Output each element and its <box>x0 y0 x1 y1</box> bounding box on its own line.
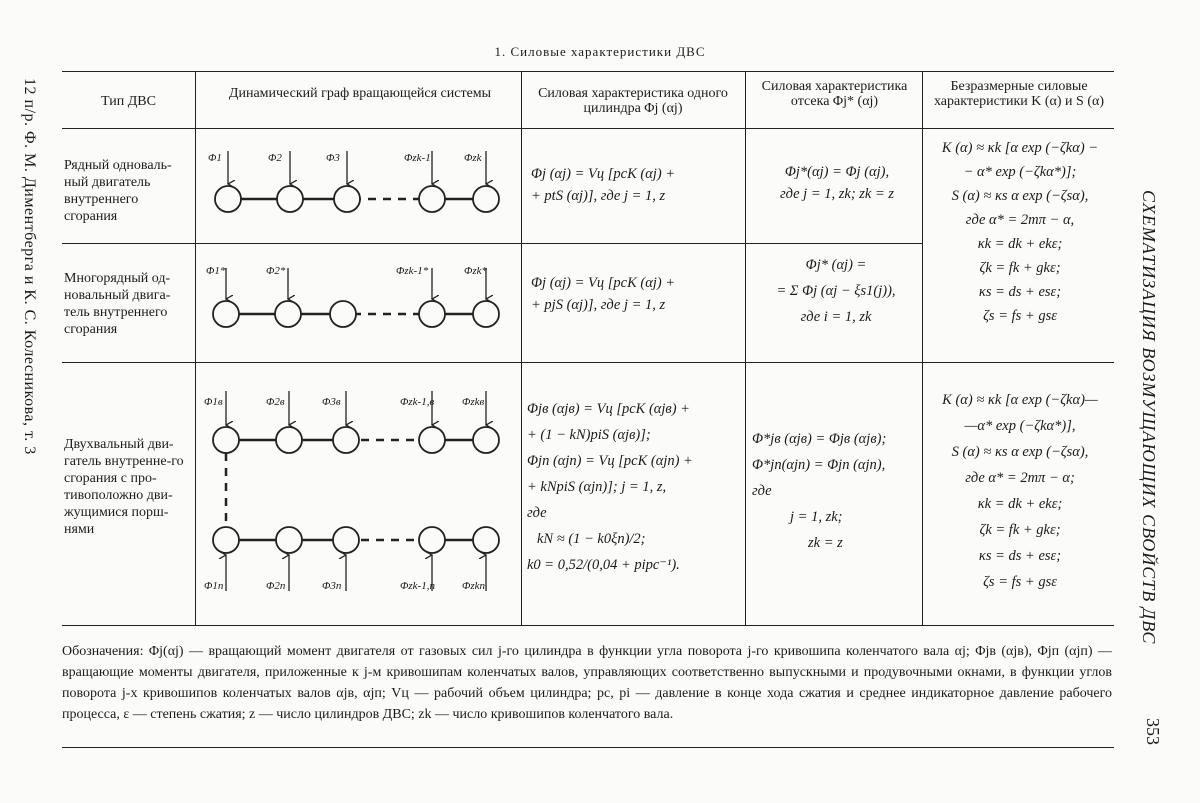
shaft-mass-1 <box>213 301 239 327</box>
torque-label-zk: Φzk* <box>464 265 488 277</box>
torque-label-3p: Φ3п <box>322 580 342 592</box>
shaft-mass-2 <box>275 301 301 327</box>
row2-type: Многорядный од-новальный двига-тель внутреннего сгорания <box>64 271 171 337</box>
shaft-mass-zk-1 <box>419 186 445 212</box>
torque-label-zkv: Φzkв <box>462 396 485 408</box>
row1-type: Рядный одноваль-ный двигатель внутреннего сгорания <box>64 158 172 224</box>
shaft-mass-zk <box>473 186 499 212</box>
dimless-formulas-bottom: K (α) ≈ κk [α exp (−ζkα)— —α* exp (−ζkα*)], S (α) ≈ κs α exp (−ζsα), где α* = 2mπ − α; κk = dk + ekε; ζk = fk + gkε; κs = ds + esε; ζs = fs + gsε <box>942 392 1098 590</box>
torque-label-zk: Φzk <box>464 152 482 164</box>
page-bottom-rule <box>62 747 1114 748</box>
shaft-mass-zk-1 <box>419 301 445 327</box>
torque-label-zk-1: Φzk-1 <box>404 152 431 164</box>
torque-label-zk-1p: Φzk-1,п <box>400 580 435 592</box>
torque-label-1v: Φ1в <box>204 396 223 408</box>
header-cylinder: Силовая характеристика одного цилиндра Φj (αj) <box>538 86 728 116</box>
col-rule-4 <box>922 71 923 625</box>
row2-cylinder-formula: Φj (αj) = Vц [pcK (αj) + + pjS (αj)], где j = 1, z <box>531 275 676 313</box>
table-bottom-rule <box>62 625 1114 626</box>
table-title: 1. Силовые характеристики ДВС <box>494 44 706 59</box>
shaft-mass-3 <box>334 186 360 212</box>
shaft-mass-zk <box>473 301 499 327</box>
shaft-mass-3 <box>330 301 356 327</box>
row3-type: Двухвальный дви-гатель внутренне-го сгорания с про-тивоположно дви-жущимися порш-нями <box>64 437 184 537</box>
row1-section-formula: Φj*(αj) = Φj (αj), где j = 1, zk; zk = z <box>779 164 895 202</box>
torque-label-3v: Φ3в <box>322 396 341 408</box>
row3-section-formula: Φ*jв (αjв) = Φjв (αjв); Φ*jп(αjп) = Φjп (αjп), где j = 1, zk; zk = z <box>752 431 887 551</box>
col-rule-3 <box>745 71 746 625</box>
graph-single-shaft <box>196 129 521 243</box>
page-number: 353 <box>1143 718 1163 745</box>
torque-label-1: Φ1 <box>208 152 222 164</box>
row2-section-formula: Φj* (αj) = = Σ Φj (αj − ξs1(j)), где i = 1, zk <box>776 257 896 325</box>
header-section: Силовая характеристика отсека Φj* (αj) <box>761 79 908 109</box>
running-head-left: 12 п/р. Ф. М. Диментберга и К. С. Колесникова, т. 3 <box>21 78 38 455</box>
dimless-formulas-top: K (α) ≈ κk [α exp (−ζkα) − − α* exp (−ζkα*)]; S (α) ≈ κs α exp (−ζsα), где α* = 2mπ − α, κk = dk + ekε; ζk = fk + gkε; κs = ds + esε; ζs = fs + gsε <box>941 140 1099 324</box>
col-rule-2 <box>521 71 522 625</box>
torque-label-2v: Φ2в <box>266 396 285 408</box>
shaft-mass-2 <box>277 186 303 212</box>
header-graph: Динамический граф вращающейся системы <box>228 86 492 101</box>
torque-label-2: Φ2* <box>266 265 286 277</box>
torque-label-2p: Φ2п <box>266 580 286 592</box>
header-dimensionless: Безразмерные силовые характеристики K (α) и S (α) <box>933 79 1104 109</box>
torque-label-2: Φ2 <box>268 152 282 164</box>
header-type: Тип ДВС <box>101 94 156 109</box>
graph-multi-row <box>196 244 521 362</box>
torque-label-zk-1v: Φzk-1,в <box>400 396 435 408</box>
torque-label-1: Φ1* <box>206 265 226 277</box>
table-top-rule <box>62 71 1114 72</box>
torque-label-zkp: Φzkп <box>462 580 486 592</box>
running-head-right: СХЕМАТИЗАЦИЯ ВОЗМУЩАЮЩИХ СВОЙСТВ ДВС <box>1139 190 1159 645</box>
torque-label-1p: Φ1п <box>204 580 224 592</box>
shaft-mass-1 <box>215 186 241 212</box>
torque-label-zk-1: Φzk-1* <box>396 265 429 277</box>
graph-two-shaft <box>196 363 521 625</box>
row1-cylinder-formula: Φj (αj) = Vц [pcK (αj) + + ptS (αj)], где j = 1, z <box>531 166 676 204</box>
legend-notation: Обозначения: Φj(αj) — вращающий момент двигателя от газовых сил j-го цилиндра в функции угла поворота j-го кривошипа коленчатого вала αj; Φjв (αjв), Φjп (αjп) — вращающие моменты двигателя, приложенные к j-м кривошипам коленчатых валов, управляющих соответственно выпускными и продувочными окнами, в функции углов поворота j-х кривошипов коленчатых валов αjв, αjп; Vц — рабочий объем цилиндра; pc, pi — давление в конце хода сжатия и среднее индикаторное давление рабочего процесса, ε — степень сжатия; z — число цилиндров ДВС; zk — число кривошипов коленчатого вала. <box>62 644 1112 722</box>
torque-label-3: Φ3 <box>326 152 340 164</box>
row3-cylinder-formula: Φjв (αjв) = Vц [pcK (αjв) + + (1 − kN)piS (αjв)]; Φjп (αjп) = Vц [pcK (αjп) + + kNpiS (αjп)]; j = 1, z, где kN ≈ (1 − k0ξп)/2; k0 = 0,52/(0,04 + pipc⁻¹). <box>527 401 693 573</box>
